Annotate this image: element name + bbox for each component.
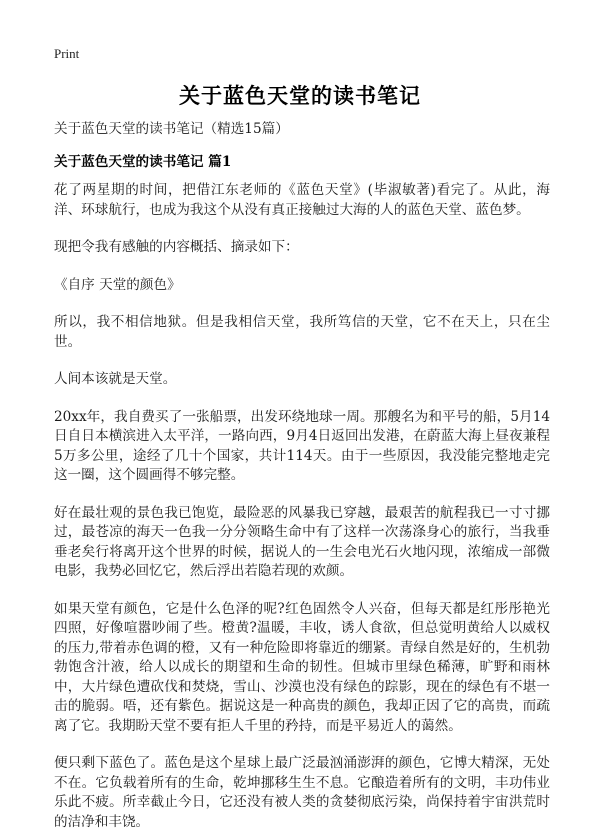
paragraph: 《自序 天堂的颜色》 [54,276,181,293]
document-subtitle: 关于蓝色天堂的读书笔记（精选15篇） [54,121,289,137]
print-label: Print [54,46,80,61]
paragraph: 便只剩下蓝色了。蓝色是这个星球上最广泛最汹涌澎湃的颜色，它博大精深，无处不在。它负载着所有的生命，乾坤挪移生生不息。它酿造着所有的文明，丰功伟业乐此不疲。所幸截止今日，它还没有被人类的贪婪彻底污染，尚保持着宇宙洪荒时的洁净和丰饶。 [54,755,550,830]
paragraph: 20xx年，我自费买了一张船票，出发环绕地球一周。那艘名为和平号的船，5月14日自日本横滨进入太平洋，一路向西，9月4日返回出发港，在蔚蓝大海上昼夜兼程5万多公里，途经了几十个国家，共计114天。由于一些原因，我没能完整地走完这一圈，这个圆画得不够完整。 [54,408,550,483]
paragraph: 现把令我有感触的内容概括、摘录如下： [54,239,299,255]
section-heading: 关于蓝色天堂的读书笔记 篇1 [54,153,232,170]
paragraph: 花了两星期的时间，把借江东老师的《蓝色天堂》(毕淑敏著)看完了。从此，海洋、环球航行，也成为我这个从没有真正接触过大海的人的蓝色天堂、蓝色梦。 [54,182,550,218]
paragraph: 所以，我不相信地狱。但是我相信天堂，我所笃信的天堂，它不在天上，只在尘世。 [54,314,550,350]
paragraph: 如果天堂有颜色，它是什么色泽的呢?红色固然令人兴奋，但每天都是红彤彤艳光四照，好像喧嚣吵闹了些。橙黄?温暖，丰收，诱人食欲，但总觉明黄给人以威权的压力,带着赤色调的橙，又有一种危险即将靠近的绷紧。青绿自然是好的，生机勃勃饱含汁液，给人以成长的期望和生命的韧性。但城市里绿色稀薄，旷野和雨林中，大片绿色遭砍伐和焚烧，雪山、沙漠也没有绿色的踪影，现在的绿色有不堪一击的脆弱。唔，还有紫色。据说这是一种高贵的颜色，我却正因了它的高贵，而疏离了它。我期盼天堂不要有拒人千里的矜持，而是平易近人的蔼然。 [54,600,550,734]
document-title: 关于蓝色天堂的读书笔记 [179,83,421,108]
paragraph: 人间本该就是天堂。 [54,371,177,387]
paragraph: 好在最壮观的景色我已饱览，最险恶的风暴我已穿越，最艰苦的航程我已一寸寸挪过，最苍凉的海天一色我一分分领略生命中有了这样一次荡涤身心的旅行，当我垂垂老矣行将离开这个世界的时候，据说人的一生会电光石火地闪现，浓缩成一部微电影，我势必回忆它，然后浮出若隐若现的欢颜。 [54,504,550,579]
document-body [54,120,550,832]
